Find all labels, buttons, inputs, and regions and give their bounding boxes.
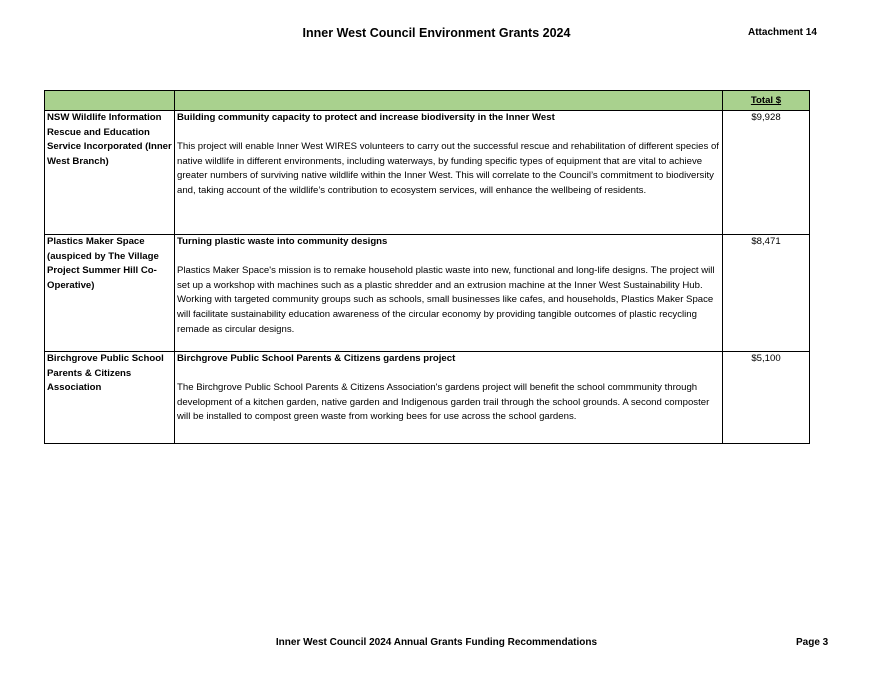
total-header: Total $: [723, 91, 810, 111]
project-cell: [175, 111, 723, 235]
project-title: Turning plastic waste into community designs: [177, 236, 388, 247]
grants-table: [44, 90, 810, 444]
organisation-name: NSW Wildlife Information Rescue and Education Service Incorporated (Inner West Branch): [45, 111, 175, 235]
page-title: Inner West Council Environment Grants 2024: [302, 26, 571, 40]
grant-total: $9,928: [723, 111, 810, 235]
page-number: Page 3: [796, 637, 829, 648]
organisation-name: Plastics Maker Space (auspiced by The Village Project Summer Hill Co-Operative): [45, 235, 175, 352]
table-row: [45, 111, 810, 235]
footer-text: Inner West Council 2024 Annual Grants Funding Recommendations: [275, 637, 598, 648]
organisation-name: Birchgrove Public School Parents & Citizens Association: [45, 352, 175, 444]
project-description: The Birchgrove Public School Parents & Citizens Association's gardens project will benefit the school commmunity through development of a kitchen garden, native garden and Indigenous garden trail through the school grounds. A second composter will be installed to compost green waste from working bees for use across the school gardens.: [177, 382, 710, 423]
organisation-header: [45, 91, 175, 111]
project-cell: [175, 352, 723, 444]
grant-total: $5,100: [723, 352, 810, 444]
table-row: [45, 352, 810, 444]
project-description: This project will enable Inner West WIRES volunteers to carry out the successful rescue and rehabilitation of different species of native wildlife in different environments, including waterways, by funding specific types of equipment that are vital to achieve greater numbers of surviving native wildlife within the Inner West. This will correlate to the Council’s commitment to biodiversity and, taking account of the wildlife’s contribution to ecosystem services, will enhance the wellbeing of residents.: [177, 141, 719, 196]
attachment-label: Attachment 14: [748, 27, 817, 38]
grant-total: $8,471: [723, 235, 810, 352]
table-header-row: [45, 91, 810, 111]
project-description: Plastics Maker Space's mission is to remake household plastic waste into new, functional and long-life designs. The project will set up a workshop with machines such as a plastic shredder and an extrusion machine at the Inner West Sustainability Hub. Working with targeted community groups such as schools, small businesses like cafes, and households, Plastics Maker Space will facilitate sustainability education awareness of the circular economy by providing tangible outcomes of plastic recycling remade as circular designs.: [177, 265, 715, 335]
project-cell: [175, 235, 723, 352]
project-header: [175, 91, 723, 111]
table-row: [45, 235, 810, 352]
project-title: Birchgrove Public School Parents & Citizens gardens project: [177, 353, 456, 364]
project-title: Building community capacity to protect and increase biodiversity in the Inner West: [177, 112, 555, 123]
